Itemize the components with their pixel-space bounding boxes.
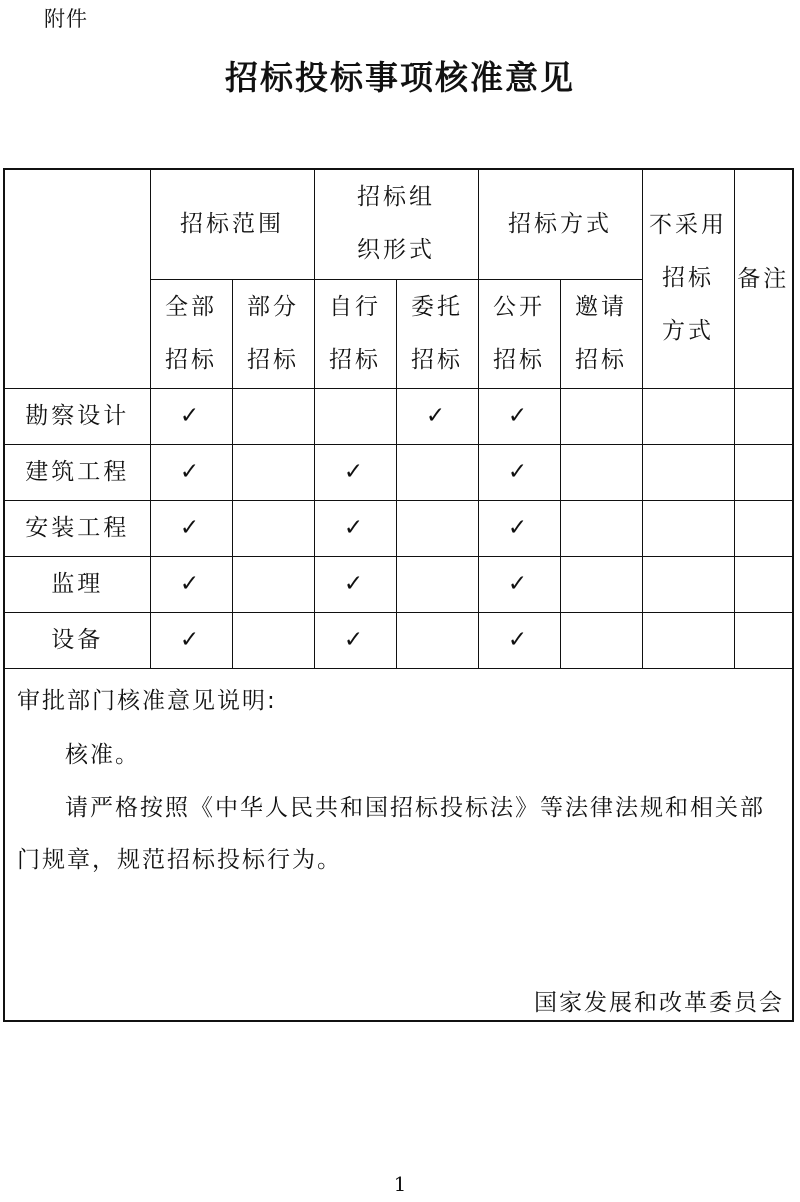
- corner-cell: [5, 170, 150, 388]
- sub-header-line1: 公开: [493, 293, 545, 320]
- sub-header-invited: [560, 279, 642, 388]
- approval-opinion: [5, 668, 792, 1020]
- opinion-heading: 审批部门核准意见说明:: [17, 688, 277, 714]
- table-row: [5, 444, 792, 500]
- check-cell: [734, 556, 792, 612]
- check-cell: ✓: [478, 612, 560, 668]
- not-used-header-line2: 招标: [662, 265, 714, 292]
- row-label: 勘察设计: [5, 388, 150, 444]
- approval-form: [3, 168, 794, 1022]
- check-cell: ✓: [478, 444, 560, 500]
- sub-header-line2: 招标: [247, 346, 299, 373]
- check-cell: [560, 612, 642, 668]
- sub-header-line1: 全部: [165, 293, 217, 320]
- sub-header-line2: 招标: [329, 346, 381, 373]
- not-used-header-line1: 不采用: [649, 212, 727, 239]
- sub-header-partial: [232, 279, 314, 388]
- sub-header-line2: 招标: [493, 346, 545, 373]
- check-cell: [396, 444, 478, 500]
- sub-header-entrusted: [396, 279, 478, 388]
- attachment-label: 附件: [44, 7, 88, 31]
- check-cell: ✓: [150, 444, 232, 500]
- not-used-header: [642, 170, 734, 388]
- check-cell: ✓: [150, 388, 232, 444]
- check-cell: [232, 556, 314, 612]
- check-cell: [642, 556, 734, 612]
- method-header: 招标方式: [478, 170, 642, 279]
- check-cell: [232, 612, 314, 668]
- check-cell: [642, 612, 734, 668]
- check-cell: [642, 388, 734, 444]
- check-cell: ✓: [314, 612, 396, 668]
- check-cell: [642, 500, 734, 556]
- row-label: 建筑工程: [5, 444, 150, 500]
- check-cell: ✓: [478, 388, 560, 444]
- table-row: [5, 388, 792, 444]
- check-cell: [642, 444, 734, 500]
- sub-header-line2: 招标: [575, 346, 627, 373]
- table-row: [5, 500, 792, 556]
- sub-header-line1: 部分: [247, 293, 299, 320]
- check-cell: ✓: [314, 556, 396, 612]
- check-cell: ✓: [478, 500, 560, 556]
- opinion-text-line1: 请严格按照《中华人民共和国招标投标法》等法律法规和相关部: [65, 795, 765, 821]
- check-cell: ✓: [150, 556, 232, 612]
- row-label: 监理: [5, 556, 150, 612]
- sub-header-line2: 招标: [165, 346, 217, 373]
- sub-header-full: [150, 279, 232, 388]
- opinion-text-line2: 门规章，规范招标投标行为。: [17, 847, 342, 873]
- check-cell: [560, 556, 642, 612]
- check-cell: [734, 388, 792, 444]
- issuing-authority: 国家发展和改革委员会: [534, 990, 784, 1016]
- check-cell: [396, 556, 478, 612]
- check-cell: [560, 444, 642, 500]
- check-cell: [560, 500, 642, 556]
- check-cell: [396, 612, 478, 668]
- sub-header-self: [314, 279, 396, 388]
- sub-header-open: [478, 279, 560, 388]
- table-row: [5, 612, 792, 668]
- scope-header: 招标范围: [150, 170, 314, 279]
- check-cell: [734, 612, 792, 668]
- check-cell: [734, 444, 792, 500]
- org-form-header-line2: 织形式: [357, 237, 435, 264]
- check-cell: [314, 388, 396, 444]
- page-number: 1: [393, 1172, 407, 1196]
- sub-header-line1: 自行: [329, 293, 381, 320]
- check-cell: [232, 500, 314, 556]
- check-cell: ✓: [314, 500, 396, 556]
- sub-header-line1: 委托: [411, 293, 463, 320]
- org-form-header-line1: 招标组: [357, 184, 435, 211]
- check-cell: ✓: [396, 388, 478, 444]
- org-form-header: [314, 170, 478, 279]
- check-cell: [734, 500, 792, 556]
- opinion-approved: 核准。: [65, 742, 140, 768]
- tender-matrix-table: [5, 170, 792, 669]
- check-cell: ✓: [150, 500, 232, 556]
- check-cell: [232, 388, 314, 444]
- check-cell: [396, 500, 478, 556]
- check-cell: ✓: [150, 612, 232, 668]
- row-label: 设备: [5, 612, 150, 668]
- sub-header-line2: 招标: [411, 346, 463, 373]
- sub-header-line1: 邀请: [575, 293, 627, 320]
- row-label: 安装工程: [5, 500, 150, 556]
- check-cell: ✓: [478, 556, 560, 612]
- check-cell: [232, 444, 314, 500]
- table-row: [5, 556, 792, 612]
- remarks-header: 备注: [734, 170, 792, 388]
- check-cell: [560, 388, 642, 444]
- not-used-header-line3: 方式: [662, 318, 714, 345]
- page-title: 招标投标事项核准意见: [225, 58, 575, 97]
- check-cell: ✓: [314, 444, 396, 500]
